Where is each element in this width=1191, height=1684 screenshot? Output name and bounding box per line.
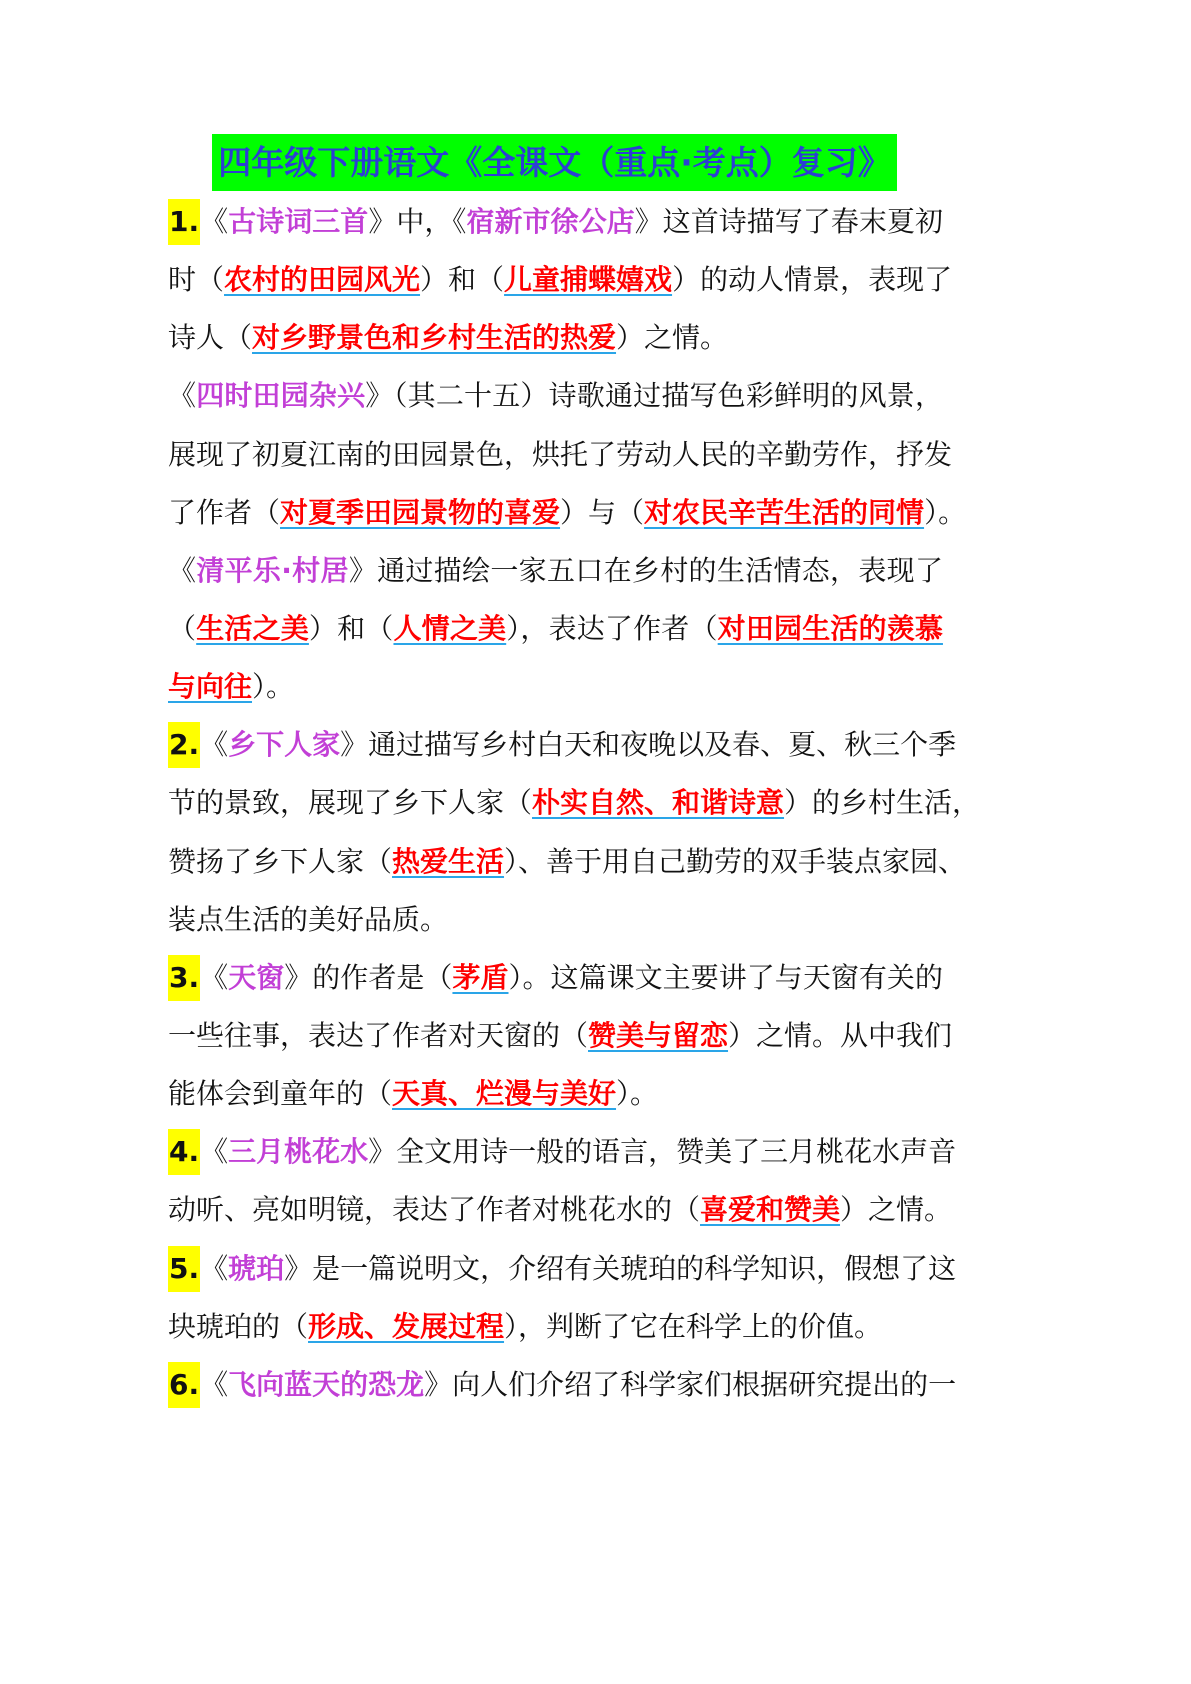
body-text: 装点生活的美好品质。 [168, 902, 449, 936]
body-text: 《 [200, 728, 229, 762]
text-line [168, 1007, 953, 1065]
key-answer: 天真、烂漫与美好 [392, 1077, 617, 1111]
text-line [168, 1181, 953, 1239]
lesson-title: 清平乐·村居 [196, 553, 349, 587]
text-line [168, 1123, 957, 1181]
body-text: 》向人们介绍了科学家们根据研究提出的一 [424, 1367, 957, 1401]
text-line [168, 426, 953, 484]
key-answer: 与向往 [168, 670, 253, 704]
body-text: 》的作者是（ [284, 960, 453, 994]
item-number: 4. [168, 1129, 200, 1175]
text-line [168, 193, 943, 251]
text-line [168, 833, 967, 891]
body-text: ）。这篇课文主要讲了与天窗有关的 [508, 960, 943, 994]
body-text: ），表达了作者（ [506, 611, 718, 645]
body-text: ）。 [924, 495, 967, 529]
item-number: 6. [168, 1362, 200, 1408]
text-line [168, 542, 943, 600]
body-text: 《 [200, 205, 229, 238]
text-line [168, 1298, 943, 1356]
body-text: 《 [168, 553, 197, 587]
text-line [168, 1356, 957, 1414]
body-text: 》这首诗描写了春末夏初 [634, 205, 943, 238]
key-answer: 热爱生活 [392, 844, 505, 878]
body-text: ）与（ [560, 495, 645, 529]
body-text: 》通过描绘一家五口在乡村的生活情态，表现了 [348, 553, 943, 587]
body-text: ）、善于用自己勤劳的双手装点家园、 [504, 844, 967, 878]
body-text: 赞扬了乡下人家（ [168, 844, 393, 878]
item-number: 2. [168, 722, 200, 768]
text-line [168, 658, 943, 716]
lesson-title: 四时田园杂兴 [196, 379, 366, 413]
key-answer: 喜爱和赞美 [700, 1193, 841, 1227]
body-text: 《 [200, 1135, 229, 1169]
body-text: 《 [200, 1367, 229, 1401]
body-text: 》全文用诗一般的语言，赞美了三月桃花水声音 [368, 1135, 957, 1169]
body-text: 》（其二十五）诗歌通过描写色彩鲜明的风景， [365, 379, 943, 413]
text-line [168, 949, 943, 1007]
lesson-title: 琥珀 [228, 1251, 285, 1285]
text-line [168, 251, 953, 309]
key-answer: 农村的田园风光 [224, 263, 421, 297]
body-text: 时（ [168, 263, 225, 297]
text-line [168, 774, 981, 832]
lesson-title: 飞向蓝天的恐龙 [228, 1367, 425, 1401]
body-text: ）和（ [420, 263, 505, 297]
body-text: ）和（ [308, 611, 394, 645]
key-answer: 儿童捕蝶嬉戏 [504, 263, 673, 297]
key-answer: 对农民辛苦生活的同情 [644, 495, 925, 529]
key-answer: 形成、发展过程 [308, 1309, 505, 1343]
body-text: ）。 [252, 670, 295, 704]
body-text: 诗人（ [168, 321, 253, 355]
key-answer: 人情之美 [393, 611, 507, 645]
body-text: 一些往事，表达了作者对天窗的（ [168, 1018, 589, 1052]
text-line [168, 1065, 943, 1123]
body-text: 《 [168, 379, 197, 413]
key-answer: 对夏季田园景物的喜爱 [280, 495, 561, 529]
lesson-title: 三月桃花水 [228, 1135, 369, 1169]
body-text: 《 [200, 1251, 229, 1285]
lesson-title: 古诗词三首 [228, 205, 369, 238]
document-title: 四年级下册语文《全课文（重点·考点）复习》 [212, 134, 897, 191]
text-line [168, 309, 943, 367]
lesson-title: 天窗 [228, 960, 285, 994]
body-text: 《 [200, 960, 229, 994]
item-number: 3. [168, 955, 200, 1001]
body-text: 》中，《 [368, 205, 467, 238]
body-text: 动听、亮如明镜，表达了作者对桃花水的（ [168, 1193, 701, 1227]
body-text: 》通过描写乡村白天和夜晚以及春、夏、秋三个季 [340, 728, 957, 762]
text-line [168, 891, 943, 949]
lesson-title: 宿新市徐公店 [466, 205, 635, 238]
body-text: 能体会到童年的（ [168, 1077, 393, 1111]
body-text: 》是一篇说明文，介绍有关琥珀的科学知识，假想了这 [284, 1251, 957, 1285]
key-answer: 赞美与留恋 [588, 1018, 729, 1052]
key-answer: 生活之美 [196, 611, 309, 645]
text-line [168, 367, 943, 425]
text-line [168, 600, 943, 658]
body-text: （ [168, 611, 197, 645]
body-text: 块琥珀的（ [168, 1309, 309, 1343]
text-line [168, 716, 957, 774]
text-line [168, 1240, 957, 1298]
key-answer: 对田园生活的羡慕 [717, 611, 943, 645]
key-answer: 对乡野景色和乡村生活的热爱 [252, 321, 617, 355]
body-text: ）的动人情景，表现了 [672, 263, 953, 297]
key-answer: 茅盾 [452, 960, 509, 994]
document-body [168, 193, 981, 1414]
body-text: ）。 [616, 1077, 659, 1111]
text-line [168, 484, 967, 542]
body-text: ）的乡村生活， [784, 786, 981, 820]
body-text: ）之情。 [840, 1193, 953, 1227]
body-text: ）之情。 [616, 321, 729, 355]
body-text: 节的景致，展现了乡下人家（ [168, 786, 533, 820]
item-number: 1. [168, 199, 200, 245]
body-text: 了作者（ [168, 495, 281, 529]
body-text: 展现了初夏江南的田园景色，烘托了劳动人民的辛勤劳作，抒发 [168, 437, 953, 471]
key-answer: 朴实自然、和谐诗意 [532, 786, 785, 820]
body-text: ）之情。从中我们 [728, 1018, 953, 1052]
lesson-title: 乡下人家 [228, 728, 341, 762]
body-text: ），判断了它在科学上的价值。 [504, 1309, 883, 1343]
item-number: 5. [168, 1246, 200, 1292]
